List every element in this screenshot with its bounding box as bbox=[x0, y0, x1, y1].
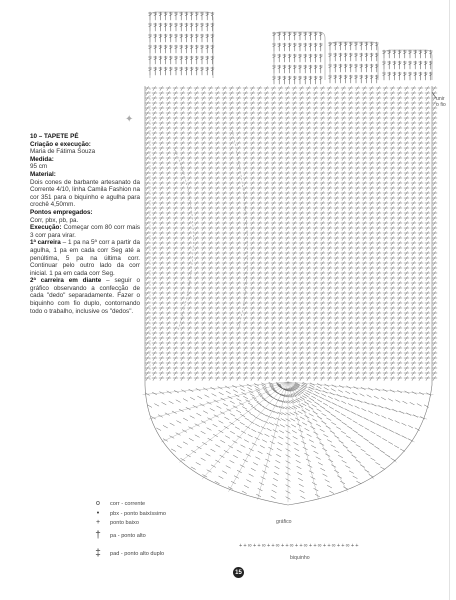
row2-text: – seguir o gráfico observando a confecção de cada "dedo" separadamente. Fazer o biquinho com fio duplo, contornando todo o trabalho, inclusive os "dedos". bbox=[30, 277, 140, 315]
row1-paragraph bbox=[30, 239, 140, 277]
bullet-mark-icon: ✦ bbox=[125, 114, 134, 125]
measure-label: Medida: bbox=[30, 155, 54, 163]
legend-label: pa - ponto alto bbox=[110, 532, 146, 539]
chart-caption: gráfico bbox=[276, 519, 292, 525]
row2-paragraph bbox=[30, 277, 140, 315]
legend-item bbox=[92, 499, 145, 508]
measure-value: 95 cm bbox=[30, 163, 48, 171]
legend-item bbox=[92, 509, 166, 518]
row1-text: – 1 pa na 5ª corr a partir da agulha, 1 pa em cada corr Seg até a penúltima, 5 pa na última corr. Continuar pelo outro lado da corr inicial. 1 pa em cada corr Seg. bbox=[30, 239, 140, 277]
stitches-label: Pontos empregados: bbox=[30, 208, 93, 216]
legend-label: pad - ponto alto duplo bbox=[110, 550, 165, 557]
execution-paragraph bbox=[30, 224, 140, 239]
join-label-line1: unir bbox=[436, 96, 445, 102]
join-label-line2: o fio bbox=[436, 102, 446, 108]
double-crochet-icon: † bbox=[95, 530, 101, 541]
stitches-text: Corr, pbx, pb, pa. bbox=[30, 216, 79, 224]
legend-item bbox=[92, 549, 164, 558]
page-number: 15 bbox=[233, 567, 244, 578]
row2-label: 2ª carreira em diante bbox=[30, 277, 102, 285]
pattern-instructions bbox=[30, 133, 140, 315]
pattern-title: 10 – TAPETE PÉ bbox=[30, 133, 79, 140]
chain-guide-lines bbox=[150, 88, 248, 380]
legend-label: pbx - ponto baixíssimo bbox=[110, 510, 166, 517]
body-rows bbox=[145, 87, 437, 381]
row1-label: 1ª carreira bbox=[30, 239, 61, 247]
legend-label: ponto baixo bbox=[110, 519, 139, 526]
join-yarn-label bbox=[436, 96, 446, 108]
legend-label: corr - corrente bbox=[110, 500, 146, 507]
execution-text: Começar com 80 corr mais 3 corr para virar. bbox=[30, 224, 140, 239]
fan-rays bbox=[143, 382, 433, 502]
creation-label: Criação e execução: bbox=[30, 140, 91, 148]
legend-item bbox=[92, 531, 146, 540]
material-label: Material: bbox=[30, 170, 56, 178]
execution-label: Execução: bbox=[30, 224, 62, 232]
toe-outline bbox=[274, 32, 325, 80]
material-text: Dois cones de barbante artesanato da Corrente 4/10, linha Camila Fashion na cor 351 para o biquinho e agulha para crochê 4,50mm. bbox=[30, 178, 140, 209]
creator-name: Maria de Fátima Souza bbox=[30, 148, 96, 156]
slip-stitch-icon: • bbox=[96, 510, 100, 517]
legend-item bbox=[92, 518, 139, 527]
picot-row: + + ∞ + + ∞ + + ∞ + + ∞ + + ∞ + + ∞ + + ∞ + + ∞ + + bbox=[239, 543, 359, 549]
treble-crochet-icon: ‡ bbox=[95, 548, 101, 559]
chain-stitch-icon: o bbox=[96, 500, 100, 507]
toe-columns bbox=[148, 12, 432, 84]
toe-outline bbox=[330, 42, 378, 80]
picot-caption: biquinho bbox=[290, 555, 310, 561]
single-crochet-icon: + bbox=[95, 519, 101, 526]
